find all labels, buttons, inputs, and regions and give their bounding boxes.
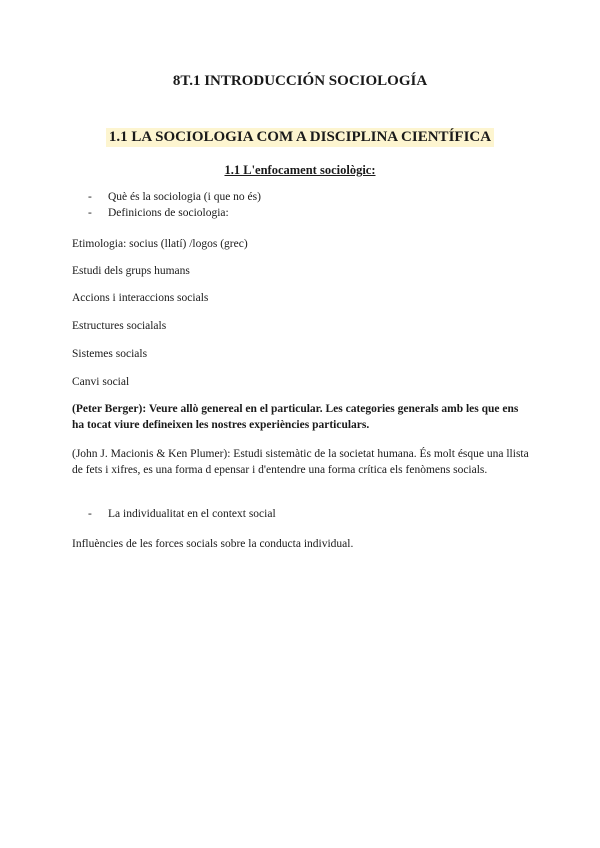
document-title: 8T.1 INTRODUCCIÓN SOCIOLOGÍA bbox=[172, 73, 428, 89]
paragraph-berger-quote: (Peter Berger): Veure allò genereal en el particular. Les categories generals amb les que ens ha tocat viure defineixen les nostres experiències particulars. bbox=[72, 403, 519, 431]
paragraph-etimologia: Etimologia: socius (llatí) /logos (grec) bbox=[72, 238, 248, 250]
paragraph-canvi: Canvi social bbox=[72, 376, 130, 388]
list-item: - Definicions de sociologia: bbox=[88, 205, 261, 221]
section-heading: 1.1 LA SOCIOLOGIA COM A DISCIPLINA CIENTÍFICA bbox=[106, 128, 494, 147]
paragraph-macionis-definition: (John J. Macionis & Ken Plumer): Estudi sistemàtic de la societat humana. És molt ésque una llista de fets i xifres, es una forma d epensar i d'entendre una forma crítica els fenòmens socials. bbox=[72, 448, 529, 476]
paragraph-influencies: Influències de les forces socials sobre la conducta individual. bbox=[72, 538, 354, 550]
paragraph-estudi: Estudi dels grups humans bbox=[72, 265, 190, 277]
bullet-list-intro bbox=[88, 189, 261, 221]
paragraph-sistemes: Sistemes socials bbox=[72, 348, 148, 360]
subsection-heading: 1.1 L'enfocament sociològic: bbox=[224, 163, 376, 177]
paragraph-accions: Accions i interaccions socials bbox=[72, 292, 209, 304]
bullet-list-individualitat bbox=[88, 506, 276, 522]
list-item: - La individualitat en el context social bbox=[88, 506, 276, 522]
list-item: - Què és la sociologia (i que no és) bbox=[88, 189, 261, 205]
section-heading-wrap bbox=[0, 128, 600, 147]
paragraph-estructures: Estructures socialals bbox=[72, 320, 167, 332]
